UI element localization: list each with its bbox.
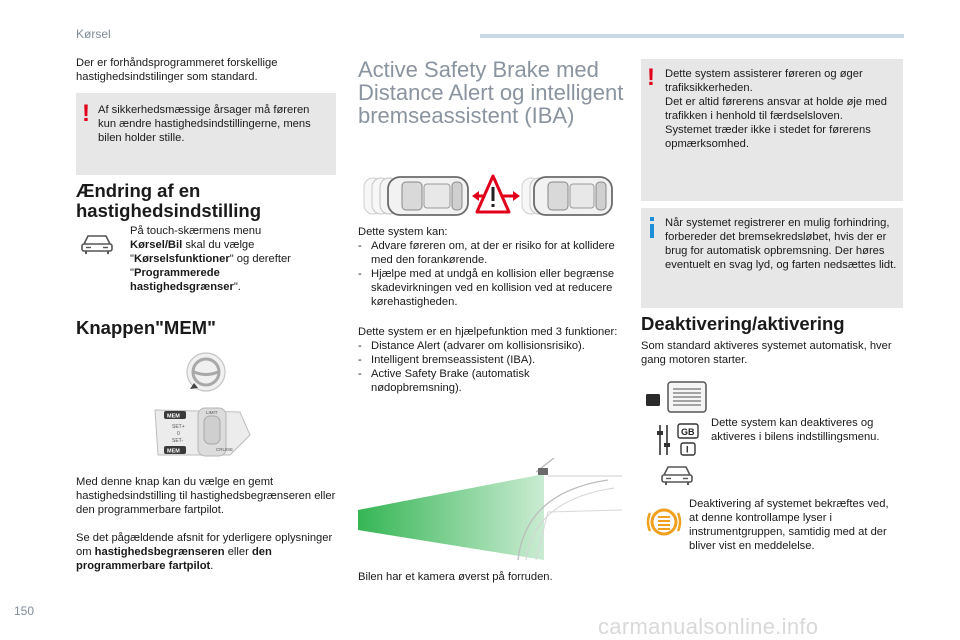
change-bold-2: Kørselsfunktioner: [133, 253, 230, 265]
functions-list: [358, 339, 620, 395]
list-item: - Distance Alert (advarer om kollisionsrisiko).: [358, 339, 620, 353]
see-also-text: [76, 531, 338, 573]
car-settings-icon-2: [660, 463, 694, 492]
stalk-set-plus-label: SET+: [172, 424, 185, 430]
warning-text: Af sikkerhedsmæssige årsager må føreren kun ændre hastighedsindstillingerne, mens bilen holder stille.: [98, 104, 311, 144]
change-text-3: " og derefter ": [130, 253, 291, 279]
warning-icon: !: [647, 64, 655, 91]
heading-mem-button: Knappen"MEM": [76, 317, 216, 338]
settings-i-label: I: [686, 444, 689, 455]
car-settings-icon: [80, 232, 114, 261]
intro-text: Der er forhåndsprogrammeret forskellige hastighedsindstilinger som standard.: [76, 57, 278, 83]
warning-icon: !: [82, 100, 90, 127]
heading-deactivation: Deaktivering/aktivering: [641, 313, 845, 334]
see-link-cruise[interactable]: den programmerbare fartpilot: [76, 546, 272, 572]
distance-alert-illustration: [362, 172, 616, 225]
info-icon: [650, 217, 654, 221]
functions-intro: Dette system er en hjælpefunktion med 3 funktioner:: [358, 326, 618, 338]
windscreen-camera-illustration: [358, 452, 622, 567]
info-box: [641, 208, 903, 308]
info-icon-bar: [650, 224, 654, 238]
page-number: 150: [14, 604, 35, 618]
watermark: carmanualsonline.info: [598, 614, 819, 639]
responsibility-warning-box: [641, 59, 903, 201]
warning-box: [76, 93, 336, 175]
section-title: Kørsel: [76, 27, 111, 41]
stalk-zero-label: 0: [177, 431, 180, 437]
see-text-1: Se det pågældende afsnit for yderligere oplysninger om: [76, 532, 333, 558]
stalk-set-minus-label: SET-: [172, 438, 184, 444]
change-instructions: [130, 224, 300, 294]
functions-block: [358, 325, 620, 395]
responsibility-warning-text: Dette system assisterer føreren og øger trafiksikkerheden. Det er altid førerens ansvar at holde øje med trafikken i henhold til færdselsloven. Systemet træder ikke i stedet for førerens opmærksomhed.: [665, 68, 887, 150]
default-activation-text: Som standard aktiveres systemet automatisk, hver gang motoren starter.: [641, 340, 892, 366]
heading-change-speed: Ændring af en hastighedsindstilling: [76, 180, 262, 221]
stalk-mem-top-label: MEM: [167, 413, 180, 420]
stalk-cruise-label: CRUISE: [216, 447, 234, 452]
list-item: - Active Safety Brake (automatisk nødopbremsning).: [358, 367, 620, 395]
list-item: - Hjælpe med at undgå en kollision eller begrænse skadevirkningen ved en kollision ved at reducere kørehastigheden.: [358, 267, 620, 309]
settings-gb-label: GB: [681, 427, 695, 437]
info-text: Når systemet registrerer en mulig forhindring, forbereder det bremsekredsløbet, hvis der er brug for automatisk opbremsning. Der høres eventuelt en svag lyd, og farten nedsættes lidt.: [665, 217, 897, 271]
list-item: - Advare føreren om, at der er risiko for at kollidere med den forankørende.: [358, 239, 620, 267]
system-can-block: [358, 225, 620, 309]
change-bold-3: Programmerede hastighedsgrænser: [130, 267, 234, 293]
settings-menu-icon: [656, 421, 700, 464]
see-text-2: eller: [224, 546, 252, 558]
deactivate-text: Dette system kan deaktiveres og aktiveres i bilens indstillingsmenu.: [711, 417, 880, 443]
asb-title: Active Safety Brake med Distance Alert og intelligent bremseassistent (IBA): [358, 57, 624, 128]
see-text-3: .: [210, 560, 214, 572]
asb-button-icon: [646, 381, 708, 418]
system-can-list: [358, 239, 620, 309]
list-item: - Intelligent bremseassistent (IBA).: [358, 353, 620, 367]
lamp-text: Deaktivering af systemet bekræftes ved, at denne kontrollampe lyser i instrumentgruppen, samtidig med at der bliver vist en meddelelse.: [689, 498, 889, 552]
change-bold-1: Kørsel/Bil: [130, 239, 183, 251]
camera-caption: Bilen har et kamera øverst på forruden.: [358, 571, 553, 583]
mem-stalk-illustration: [150, 350, 260, 470]
mem-text: Med denne knap kan du vælge en gemt hastighedsindstilling til hastighedsbegrænseren eller den programmerbare fartpilot.: [76, 476, 336, 516]
stalk-mem-bottom-label: MEM: [167, 448, 180, 455]
change-text-2: skal du vælge ": [130, 239, 255, 265]
stalk-limit-label: LIMIT: [206, 410, 218, 415]
see-link-limiter[interactable]: hastighedsbegrænseren: [94, 546, 225, 558]
system-can-intro: Dette system kan:: [358, 226, 448, 238]
header-rule: [480, 34, 904, 38]
change-text-4: ".: [233, 281, 241, 293]
change-text-1: På touch-skærmens menu: [130, 225, 262, 237]
asb-warning-lamp-icon: [646, 505, 682, 544]
